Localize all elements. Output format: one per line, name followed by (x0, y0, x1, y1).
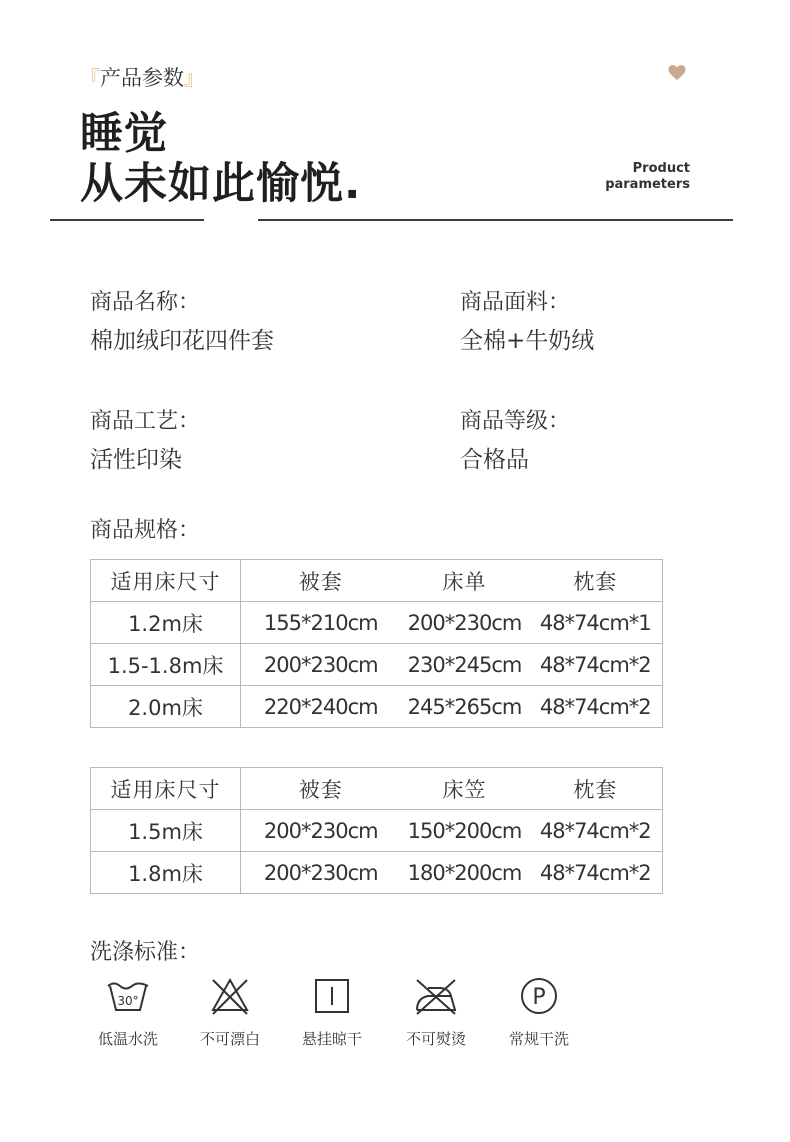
wash-label-hang-dry: 悬挂晾干 (301, 1030, 362, 1048)
wash-label: 洗涤标准： (90, 940, 201, 965)
table-cell: 200*230cm (241, 644, 401, 686)
product-name-value: 棉加绒印花四件套 (90, 328, 274, 354)
table-cell: 2.0m床 (91, 686, 241, 728)
no-bleach-icon (207, 976, 253, 1016)
bracket-open: 『 (80, 66, 100, 90)
table-cell: 48*74cm*2 (529, 686, 663, 728)
wash-label-no-bleach: 不可漂白 (199, 1030, 260, 1048)
english-title-line2: parameters (605, 177, 690, 192)
table-cell: 1.5-1.8m床 (91, 644, 241, 686)
table-cell: 200*230cm (401, 602, 529, 644)
table-cell: 155*210cm (241, 602, 401, 644)
table-cell: 220*240cm (241, 686, 401, 728)
table-cell: 48*74cm*2 (529, 810, 663, 852)
table-row (91, 686, 663, 728)
english-title-line1: Product (632, 161, 690, 176)
wash-item-no-bleach (180, 976, 280, 1049)
grade-value: 合格品 (460, 447, 529, 473)
dry-clean-letter: P (532, 985, 546, 1010)
headline-line2: 从未如此愉悦. (80, 159, 362, 209)
bracket-close: 』 (184, 66, 204, 90)
table-cell: 48*74cm*1 (529, 602, 663, 644)
header-cell: 床单 (401, 560, 529, 602)
no-iron-icon (411, 976, 461, 1016)
table-cell: 150*200cm (401, 810, 529, 852)
section-tag (80, 62, 204, 92)
table-cell: 200*230cm (241, 810, 401, 852)
english-title (605, 161, 690, 193)
table-header-row (91, 768, 663, 810)
divider-left (50, 219, 204, 221)
header-cell: 被套 (241, 560, 401, 602)
headline-line1: 睡觉 (80, 109, 168, 159)
header-cell: 枕套 (529, 560, 663, 602)
fabric-value: 全棉+牛奶绒 (460, 328, 595, 354)
header-cell: 被套 (241, 768, 401, 810)
divider-right (258, 219, 733, 221)
spec-table-1 (90, 559, 663, 728)
table-cell: 245*265cm (401, 686, 529, 728)
spec-label: 商品规格： (90, 518, 201, 543)
header-cell: 适用床尺寸 (91, 560, 241, 602)
table-cell: 48*74cm*2 (529, 852, 663, 894)
wash-item-no-iron (386, 976, 486, 1049)
product-name-label: 商品名称： (90, 290, 201, 315)
wash-item-low-temp (78, 976, 178, 1049)
craft-value: 活性印染 (90, 447, 182, 473)
wash-item-dry-clean (489, 976, 589, 1049)
hang-dry-icon (309, 976, 355, 1016)
wash-label-no-iron: 不可熨烫 (405, 1030, 466, 1048)
wash-temp-text: 30° (117, 994, 139, 1008)
table-row (91, 852, 663, 894)
table-cell: 230*245cm (401, 644, 529, 686)
header-cell: 床笠 (401, 768, 529, 810)
section-title: 产品参数 (100, 66, 184, 90)
table-row (91, 810, 663, 852)
wash-label-dry-clean: 常规干洗 (508, 1030, 569, 1048)
table-cell: 1.5m床 (91, 810, 241, 852)
craft-label: 商品工艺： (90, 409, 201, 434)
header-cell: 适用床尺寸 (91, 768, 241, 810)
table-cell: 180*200cm (401, 852, 529, 894)
spec-table-2 (90, 767, 663, 894)
dry-clean-icon (516, 976, 562, 1016)
table-cell: 200*230cm (241, 852, 401, 894)
wash-30-icon (105, 976, 151, 1016)
fabric-label: 商品面料： (460, 290, 571, 315)
table-header-row (91, 560, 663, 602)
table-cell: 48*74cm*2 (529, 644, 663, 686)
table-row (91, 644, 663, 686)
wash-label-low-temp: 低温水洗 (97, 1030, 158, 1048)
grade-label: 商品等级： (460, 409, 571, 434)
table-cell: 1.8m床 (91, 852, 241, 894)
wash-item-hang-dry (282, 976, 382, 1049)
header-cell: 枕套 (529, 768, 663, 810)
table-cell: 1.2m床 (91, 602, 241, 644)
heart-icon (667, 63, 687, 83)
table-row (91, 602, 663, 644)
